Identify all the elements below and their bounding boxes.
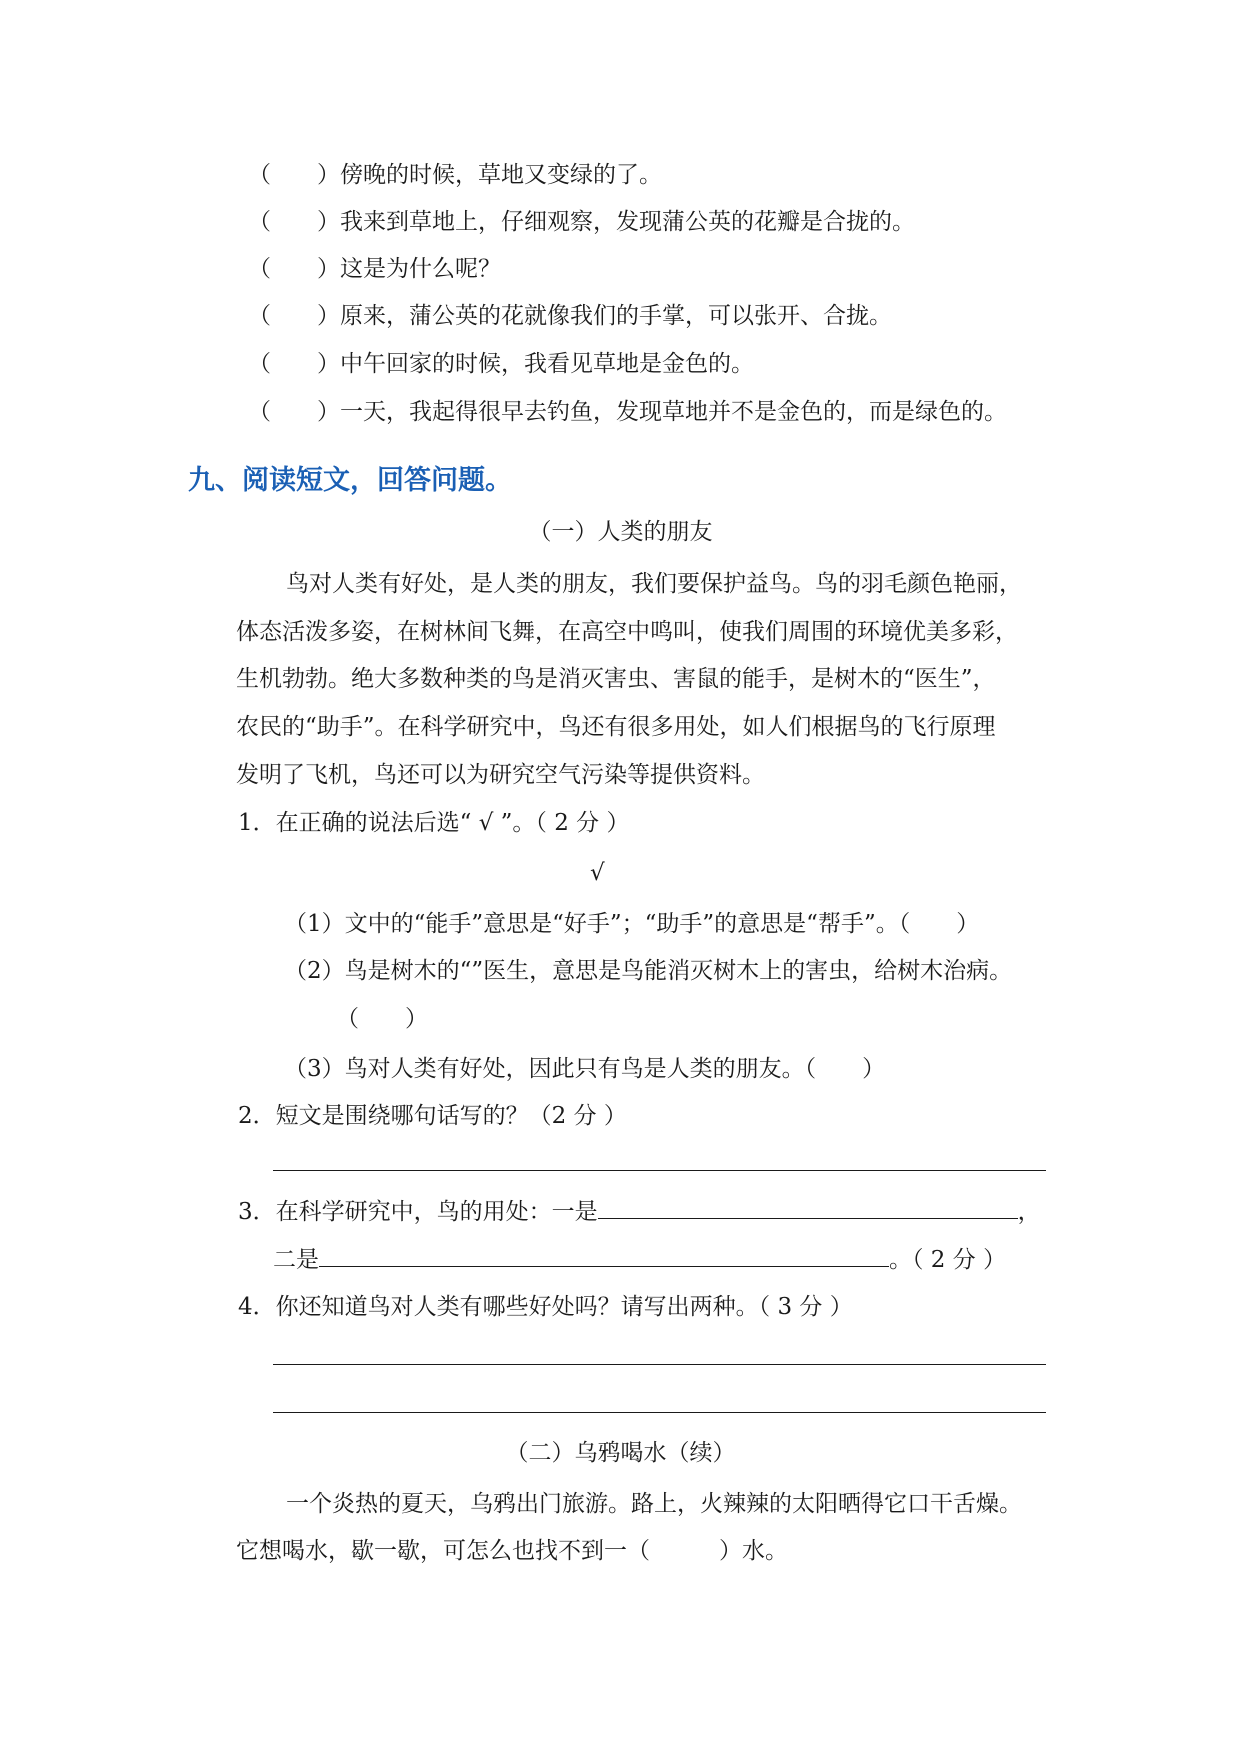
answer-blank[interactable] bbox=[319, 1244, 889, 1267]
answer-parens[interactable]: （ ） bbox=[248, 303, 340, 329]
ordering-text: 傍晚的时候，草地又变绿的了。 bbox=[340, 162, 662, 188]
passage-line: 体态活泼多姿，在树林间飞舞，在高空中鸣叫，使我们周围的环境优美多彩， bbox=[236, 619, 1018, 645]
passage-line: 农民的“助手”。在科学研究中，鸟还有很多用处，如人们根据鸟的飞行原理 bbox=[236, 714, 996, 740]
ordering-text: 原来，蒲公英的花就像我们的手掌，可以张开、合拢。 bbox=[340, 303, 892, 329]
q3-prefix: 二是 bbox=[273, 1247, 319, 1273]
answer-line[interactable] bbox=[273, 1170, 1046, 1171]
judge-item: （2）鸟是树木的“”医生，意思是鸟能消灭树木上的害虫，给树木治病。 bbox=[284, 958, 1013, 984]
q3-prefix: 3．在科学研究中，鸟的用处：一是 bbox=[238, 1199, 598, 1225]
answer-line[interactable] bbox=[273, 1412, 1046, 1413]
ordering-text: 这是为什么呢？ bbox=[340, 256, 501, 282]
answer-parens[interactable]: （ ） bbox=[248, 399, 340, 425]
question-2: 2．短文是围绕哪句话写的？（2 分 ） bbox=[238, 1103, 627, 1129]
passage-line: 发明了飞机，鸟还可以为研究空气污染等提供资料。 bbox=[236, 762, 765, 788]
passage-line: 一个炎热的夏天，乌鸦出门旅游。路上，火辣辣的太阳晒得它口干舌燥。 bbox=[286, 1491, 1022, 1517]
passage-line: 生机勃勃。绝大多数种类的鸟是消灭害虫、害鼠的能手，是树木的“医生”， bbox=[236, 666, 996, 692]
question-4: 4．你还知道鸟对人类有哪些好处吗？请写出两种。（ 3 分 ） bbox=[238, 1294, 853, 1320]
judge-item[interactable]: （1）文中的“能手”意思是“好手”；“助手”的意思是“帮手”。（ ） bbox=[284, 911, 980, 937]
judge-item[interactable]: （3）鸟对人类有好处，因此只有鸟是人类的朋友。（ ） bbox=[284, 1056, 886, 1082]
answer-parens[interactable]: （ ） bbox=[248, 162, 340, 188]
ordering-item bbox=[248, 349, 754, 379]
question-3-line2 bbox=[273, 1244, 1006, 1275]
q3-suffix: ， bbox=[1017, 1199, 1041, 1225]
q3-suffix: 。（ 2 分 ） bbox=[889, 1247, 1007, 1273]
answer-parens[interactable]: （ ） bbox=[248, 351, 340, 377]
section-heading: 九、阅读短文，回答问题。 bbox=[188, 465, 512, 496]
ordering-item bbox=[248, 397, 1007, 427]
answer-parens[interactable]: （ ） bbox=[336, 1006, 428, 1032]
passage-line: 它想喝水，歇一歇，可怎么也找不到一（ ）水。 bbox=[236, 1538, 788, 1564]
ordering-text: 我来到草地上，仔细观察，发现蒲公英的花瓣是合拢的。 bbox=[340, 209, 915, 235]
ordering-text: 一天，我起得很早去钓鱼，发现草地并不是金色的，而是绿色的。 bbox=[340, 399, 1007, 425]
passage-title: （一）人类的朋友 bbox=[528, 519, 713, 545]
question-3-line1 bbox=[238, 1196, 1041, 1227]
ordering-item bbox=[248, 160, 662, 190]
ordering-item bbox=[248, 301, 892, 331]
ordering-text: 中午回家的时候，我看见草地是金色的。 bbox=[340, 351, 754, 377]
passage-title: （二）乌鸦喝水（续） bbox=[505, 1440, 736, 1466]
ordering-item bbox=[248, 254, 501, 284]
check-mark: √ bbox=[590, 860, 605, 886]
answer-parens[interactable]: （ ） bbox=[248, 256, 340, 282]
passage-line: 鸟对人类有好处，是人类的朋友，我们要保护益鸟。鸟的羽毛颜色艳丽， bbox=[286, 571, 1022, 597]
question-1: 1．在正确的说法后选“ √ ”。（ 2 分 ） bbox=[238, 810, 630, 836]
answer-line[interactable] bbox=[273, 1364, 1046, 1365]
answer-parens[interactable]: （ ） bbox=[248, 209, 340, 235]
ordering-item bbox=[248, 207, 915, 237]
answer-blank[interactable] bbox=[598, 1196, 1018, 1219]
